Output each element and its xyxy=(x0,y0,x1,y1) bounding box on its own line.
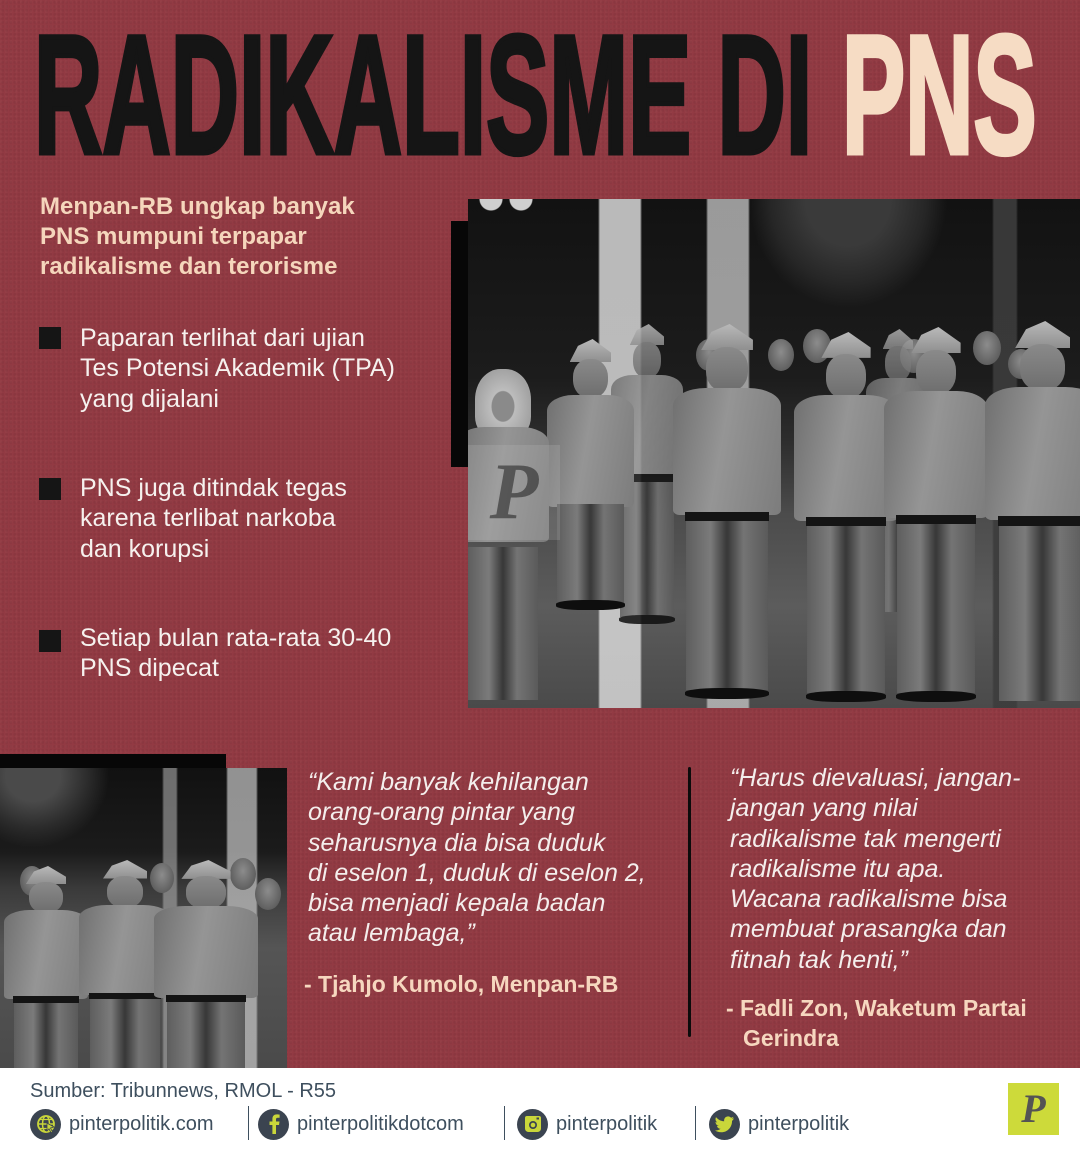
bullet-square-icon xyxy=(39,478,61,500)
quote-line: radikalisme tak mengerti xyxy=(730,824,1001,853)
bullet-line: Setiap bulan rata-rata 30-40 xyxy=(80,624,392,652)
quote-line: seharusnya dia bisa duduk xyxy=(308,828,606,857)
intro-line: radikalisme dan terorisme xyxy=(40,253,338,280)
photo-figure xyxy=(668,324,786,699)
social-link-facebook[interactable] xyxy=(258,1108,464,1140)
quote-line: orang-orang pintar yang xyxy=(308,798,575,827)
quote-line: di eselon 1, duduk di eselon 2, xyxy=(308,858,646,887)
quote-line: jangan yang nilai xyxy=(730,794,918,823)
intro-line: PNS mumpuni terpapar xyxy=(40,223,307,250)
bunting-decoration xyxy=(476,199,536,221)
quote-line: bisa menjadi kepala badan xyxy=(308,889,606,918)
instagram-icon xyxy=(517,1109,548,1140)
quote-attribution: - Tjahjo Kumolo, Menpan-RB xyxy=(304,971,619,997)
palm-tree xyxy=(0,768,110,848)
separator xyxy=(504,1106,505,1140)
globe-icon xyxy=(30,1109,61,1140)
intro-heading xyxy=(40,192,355,282)
social-handle: pinterpolitikdotcom xyxy=(297,1112,464,1135)
decorative-bar xyxy=(451,221,469,467)
quote-block xyxy=(308,767,646,949)
main-photo xyxy=(468,199,1080,708)
separator xyxy=(695,1106,696,1140)
quote-line: atau lembaga,” xyxy=(308,919,475,948)
bullet-square-icon xyxy=(39,327,61,349)
bullet-line: PNS dipecat xyxy=(80,654,219,683)
intro-line: Menpan-RB ungkap banyak xyxy=(40,193,355,220)
quote-line: membuat prasangka dan xyxy=(730,915,1007,944)
bullet-line: Tes Potensi Akademik (TPA) xyxy=(80,354,395,383)
quote-line: fitnah tak henti,” xyxy=(730,945,908,974)
bullet-line: dan korupsi xyxy=(80,534,210,563)
social-handle: pinterpolitik.com xyxy=(69,1112,214,1135)
footer xyxy=(0,1068,1080,1150)
source-credit: Sumber: Tribunnews, RMOL - R55 xyxy=(30,1080,337,1102)
quote-attribution-continued: Gerindra xyxy=(743,1025,839,1051)
quote-divider xyxy=(688,767,691,1037)
social-link-instagram[interactable] xyxy=(517,1108,657,1140)
decorative-bar xyxy=(0,754,226,769)
title-main: RADIKALISME DI xyxy=(34,0,813,189)
social-handle: pinterpolitik xyxy=(748,1112,850,1135)
social-link-website[interactable] xyxy=(30,1108,214,1140)
quote-line: radikalisme itu apa. xyxy=(730,854,946,883)
social-handle: pinterpolitik xyxy=(556,1112,658,1135)
social-link-twitter[interactable] xyxy=(709,1108,849,1140)
separator xyxy=(248,1106,249,1140)
palm-tree xyxy=(748,199,948,309)
photo-figure xyxy=(150,860,262,1068)
quote-line: “Kami banyak kehilangan xyxy=(308,768,589,796)
secondary-photo xyxy=(0,768,287,1068)
bullet-item xyxy=(80,323,395,414)
quote-line: Wacana radikalisme bisa xyxy=(730,885,1008,914)
bullet-line: yang dijalani xyxy=(80,384,219,413)
bullet-item xyxy=(80,473,347,564)
bullet-item xyxy=(80,623,391,684)
photo-watermark: P xyxy=(468,445,560,540)
bullet-square-icon xyxy=(39,630,61,652)
quote-attribution: - Fadli Zon, Waketum Partai xyxy=(726,995,1027,1021)
bullet-line: PNS juga ditindak tegas xyxy=(80,474,347,502)
quote-line: “Harus dievaluasi, jangan- xyxy=(730,764,1021,792)
quote-block xyxy=(730,763,1020,975)
facebook-icon xyxy=(258,1109,289,1140)
bullet-line: karena terlibat narkoba xyxy=(80,504,336,533)
bullet-line: Paparan terlihat dari ujian xyxy=(80,324,365,352)
photo-figure xyxy=(880,327,992,702)
twitter-icon xyxy=(709,1109,740,1140)
title-accent: PNS xyxy=(842,0,1037,189)
photo-figure xyxy=(980,321,1080,708)
pinterpolitik-logo[interactable]: P xyxy=(1008,1083,1059,1135)
